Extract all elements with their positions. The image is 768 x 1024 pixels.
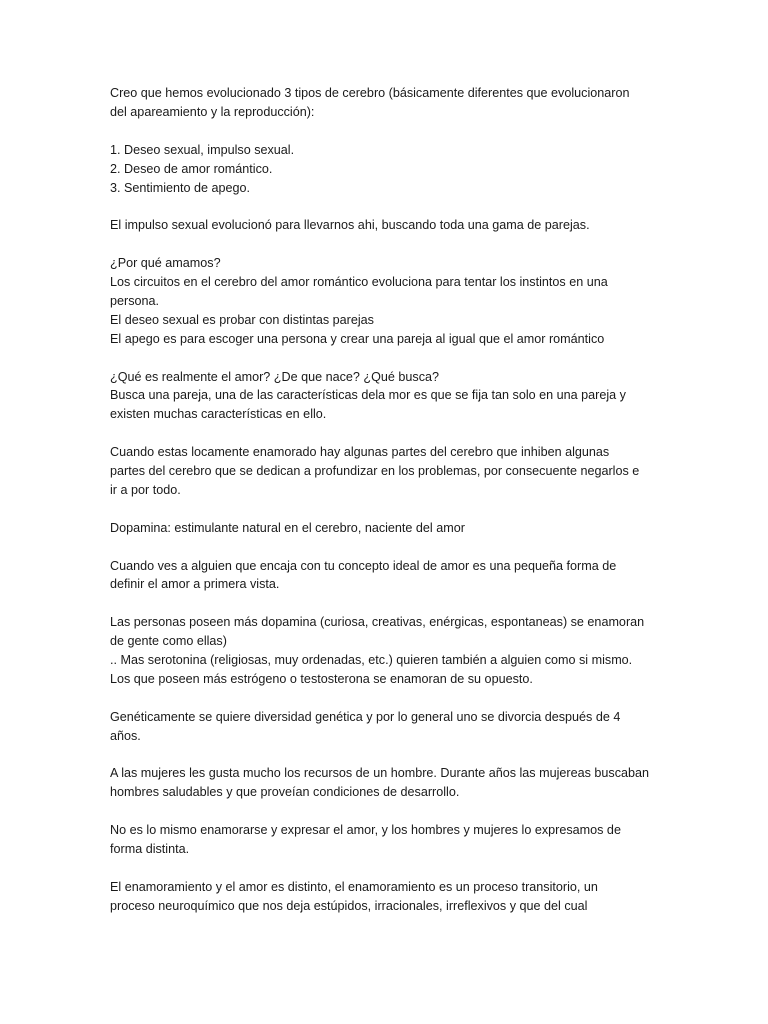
paragraph-genetic-diversity	[110, 708, 670, 746]
text-line: Los circuitos en el cerebro del amor romántico evoluciona para tentar los instintos en una	[110, 275, 608, 290]
paragraph-why-we-love	[110, 254, 670, 349]
paragraph-in-love-brain	[110, 443, 670, 500]
text-line: Dopamina: estimulante natural en el cerebro, naciente del amor	[110, 520, 465, 535]
text-line: del apareamiento y la reproducción):	[110, 104, 315, 119]
text-line: Genéticamente se quiere diversidad genética y por lo general uno se divorcia después de 4	[110, 709, 621, 724]
paragraph-expressing-love	[110, 821, 670, 859]
paragraph-brain-types-list	[110, 141, 670, 198]
paragraph-dopamine	[110, 519, 670, 538]
text-line: Creo que hemos evolucionado 3 tipos de cerebro (básicamente diferentes que evolucionaron	[110, 86, 630, 100]
text-line: persona.	[110, 293, 160, 308]
text-line: A las mujeres les gusta mucho los recursos de un hombre. Durante años las mujereas buscaban	[110, 766, 650, 781]
section-question: ¿Qué es realmente el amor? ¿De que nace? ¿Qué busca?	[110, 369, 440, 384]
text-line: El enamoramiento y el amor es distinto, el enamoramiento es un proceso transitorio, un	[110, 879, 598, 894]
text-line: de gente como ellas)	[110, 634, 227, 649]
text-line: años.	[110, 728, 141, 743]
text-line: ir a por todo.	[110, 482, 181, 497]
text-line: hombres saludables y que proveían condiciones de desarrollo.	[110, 785, 460, 800]
paragraph-sexual-impulse	[110, 216, 670, 235]
text-line: Busca una pareja, una de las características dela mor es que se fija tan solo en una pareja y	[110, 388, 626, 403]
text-line: Cuando estas locamente enamorado hay algunas partes del cerebro que inhiben algunas	[110, 445, 610, 460]
list-item: 2. Deseo de amor romántico.	[110, 161, 273, 176]
text-line: El deseo sexual es probar con distintas parejas	[110, 312, 374, 327]
text-line: Las personas poseen más dopamina (curiosa, creativas, enérgicas, espontaneas) se enamoran	[110, 615, 645, 630]
list-item: 3. Sentimiento de apego.	[110, 180, 251, 195]
text-line: proceso neuroquímico que nos deja estúpidos, irracionales, irreflexivos y que del cual	[110, 898, 588, 913]
text-line: forma distinta.	[110, 842, 190, 857]
section-question: ¿Por qué amamos?	[110, 256, 221, 271]
text-line: El apego es para escoger una persona y crear una pareja al igual que el amor romántico	[110, 331, 605, 346]
text-line: No es lo mismo enamorarse y expresar el amor, y los hombres y mujeres lo expresamos de	[110, 823, 621, 838]
text-line: .. Mas serotonina (religiosas, muy ordenadas, etc.) quieren también a alguien como si mismo.	[110, 653, 633, 668]
paragraph-resources	[110, 764, 670, 802]
text-line: Cuando ves a alguien que encaja con tu concepto ideal de amor es una pequeña forma de	[110, 558, 617, 573]
list-item: 1. Deseo sexual, impulso sexual.	[110, 142, 295, 157]
text-line: El impulso sexual evolucionó para llevarnos ahi, buscando toda una gama de parejas.	[110, 218, 590, 233]
paragraph-personality-chemistry	[110, 613, 670, 689]
paragraph-love-at-first-sight	[110, 557, 670, 595]
text-line: Los que poseen más estrógeno o testosterona se enamoran de su opuesto.	[110, 671, 533, 686]
text-line: existen muchas características en ello.	[110, 407, 327, 422]
text-line: definir el amor a primera vista.	[110, 577, 280, 592]
document-body	[110, 84, 670, 935]
paragraph-infatuation-vs-love	[110, 878, 670, 916]
paragraph-what-is-love	[110, 368, 670, 425]
paragraph-intro	[110, 84, 670, 122]
text-line: partes del cerebro que se dedican a profundizar en los problemas, por consecuente negarlos e	[110, 464, 640, 479]
